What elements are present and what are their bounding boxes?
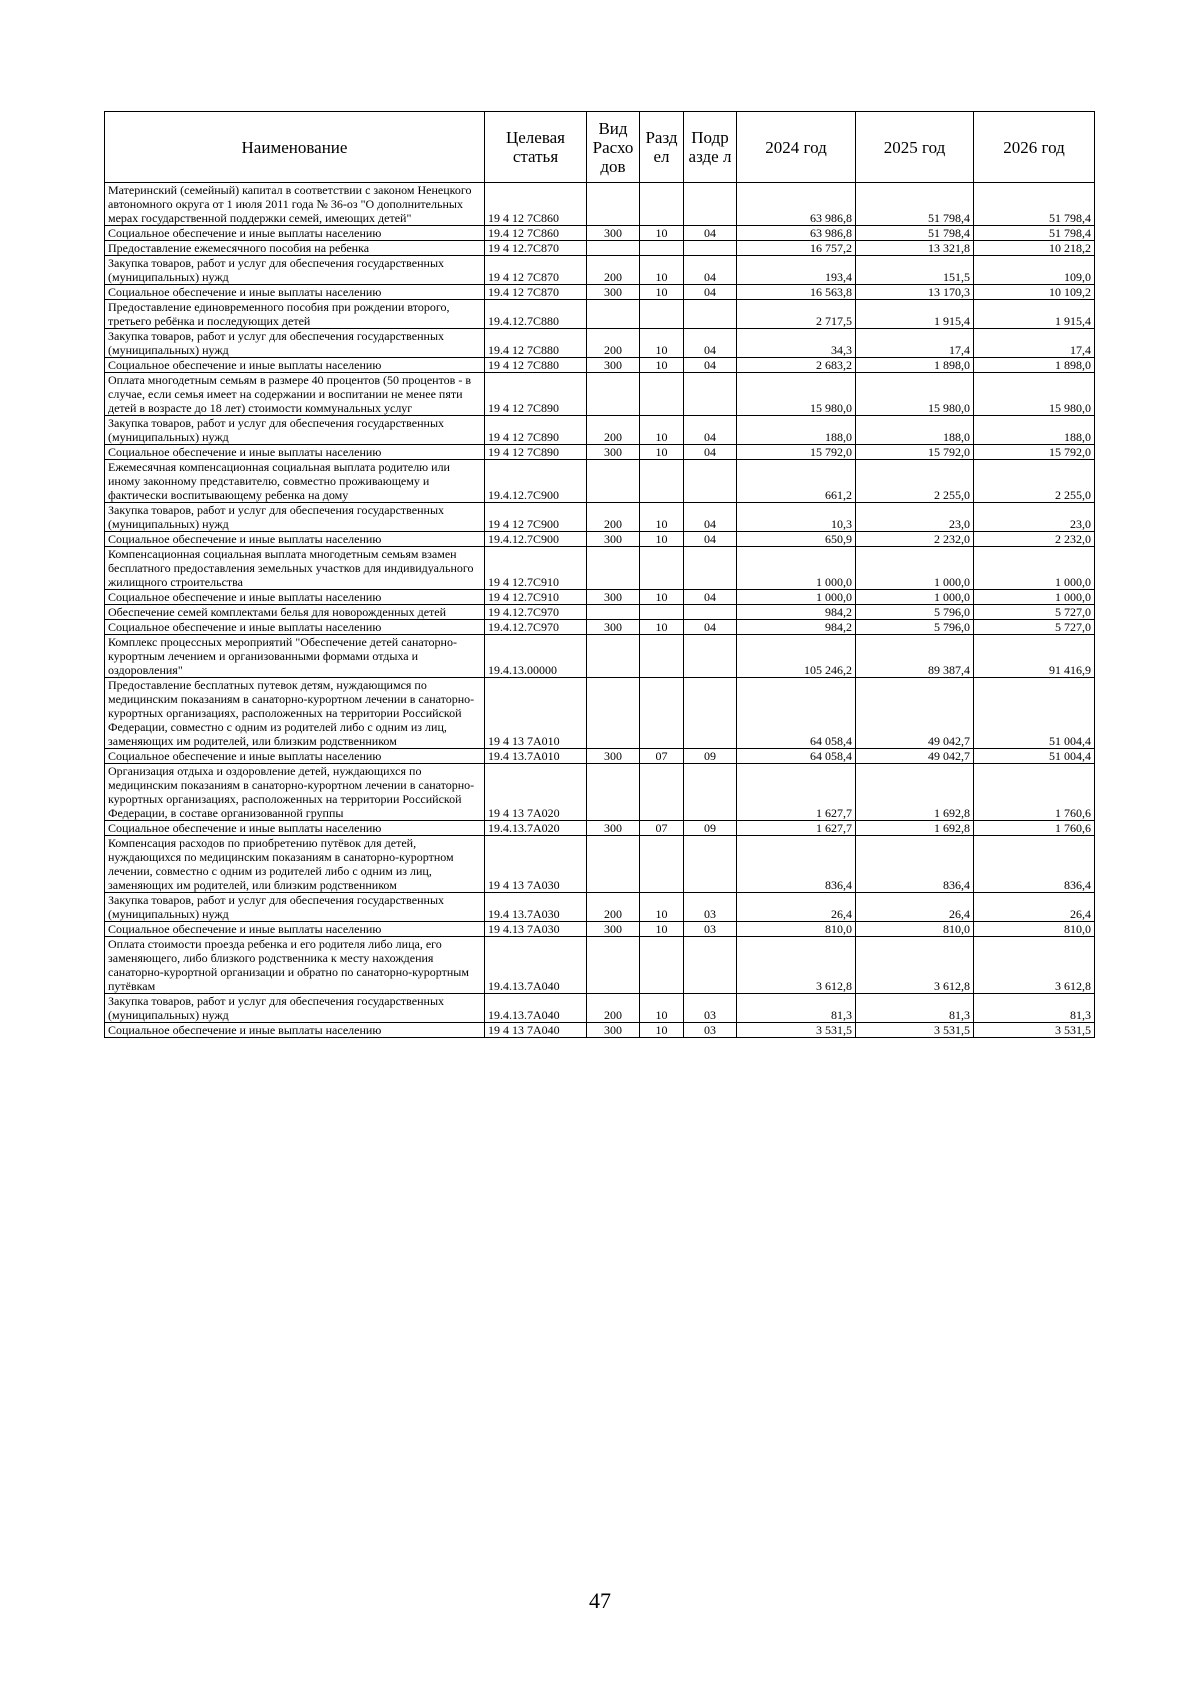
cell-section — [640, 241, 684, 256]
cell-article: 19.4.13.7А040 — [485, 937, 587, 994]
cell-subsection: 04 — [684, 445, 737, 460]
cell-2024: 81,3 — [737, 994, 856, 1023]
cell-article: 19 4 12 7С890 — [485, 416, 587, 445]
cell-article: 19 4 12 7С890 — [485, 373, 587, 416]
cell-section: 10 — [640, 358, 684, 373]
cell-name: Социальное обеспечение и иные выплаты населению — [105, 1023, 485, 1038]
cell-expense-type: 200 — [587, 503, 640, 532]
cell-2025: 1 898,0 — [856, 358, 974, 373]
cell-name: Закупка товаров, работ и услуг для обеспечения государственных (муниципальных) нужд — [105, 503, 485, 532]
cell-name: Предоставление бесплатных путевок детям, нуждающимся по медицинским показаниям в санаторно-курортном лечении в санаторно-курортных организациях, расположенных на территории Российской Федерации, совместно с одним из родителей либо с одним из лиц, заменяющих им родителей, или близким родственником — [105, 678, 485, 749]
cell-2025: 810,0 — [856, 922, 974, 937]
cell-section: 10 — [640, 620, 684, 635]
cell-expense-type: 300 — [587, 358, 640, 373]
cell-name: Комплекс процессных мероприятий "Обеспечение детей санаторно-курортным лечением и организованными формами отдыха и оздоровления" — [105, 635, 485, 678]
cell-2024: 836,4 — [737, 836, 856, 893]
cell-2024: 1 627,7 — [737, 764, 856, 821]
header-article: Целевая статья — [485, 112, 587, 183]
cell-2025: 49 042,7 — [856, 749, 974, 764]
cell-name: Закупка товаров, работ и услуг для обеспечения государственных (муниципальных) нужд — [105, 416, 485, 445]
cell-section: 10 — [640, 922, 684, 937]
cell-2024: 3 612,8 — [737, 937, 856, 994]
cell-article: 19 4 12 7С870 — [485, 256, 587, 285]
cell-name: Компенсационная социальная выплата многодетным семьям взамен бесплатного предоставления земельных участков для индивидуального жилищного строительства — [105, 547, 485, 590]
header-expense-type: Вид Расхо дов — [587, 112, 640, 183]
cell-subsection: 04 — [684, 590, 737, 605]
cell-subsection: 03 — [684, 922, 737, 937]
table-row — [105, 503, 1095, 532]
page-number: 47 — [589, 1588, 611, 1613]
cell-name: Социальное обеспечение и иные выплаты населению — [105, 445, 485, 460]
cell-name: Организация отдыха и оздоровление детей, нуждающихся по медицинским показаниям в санаторно-курортном лечении в санаторно-курортных организациях, расположенных на территории Российской Федерации, в составе организованной группы — [105, 764, 485, 821]
table-row — [105, 445, 1095, 460]
table-row — [105, 836, 1095, 893]
cell-2024: 188,0 — [737, 416, 856, 445]
cell-section: 10 — [640, 590, 684, 605]
cell-2024: 1 000,0 — [737, 547, 856, 590]
cell-2024: 193,4 — [737, 256, 856, 285]
cell-2024: 2 683,2 — [737, 358, 856, 373]
cell-expense-type — [587, 300, 640, 329]
cell-article: 19.4.13.7А020 — [485, 821, 587, 836]
table-row — [105, 764, 1095, 821]
cell-2024: 810,0 — [737, 922, 856, 937]
table-row — [105, 358, 1095, 373]
cell-2024: 661,2 — [737, 460, 856, 503]
cell-subsection: 04 — [684, 256, 737, 285]
cell-name: Социальное обеспечение и иные выплаты населению — [105, 749, 485, 764]
cell-2024: 63 986,8 — [737, 183, 856, 226]
cell-subsection — [684, 836, 737, 893]
cell-2026: 2 255,0 — [974, 460, 1095, 503]
cell-subsection: 04 — [684, 285, 737, 300]
cell-expense-type: 300 — [587, 922, 640, 937]
cell-2025: 1 692,8 — [856, 821, 974, 836]
cell-article: 19 4 13 7А010 — [485, 678, 587, 749]
cell-2024: 64 058,4 — [737, 678, 856, 749]
cell-section: 10 — [640, 994, 684, 1023]
cell-article: 19 4 12 7С880 — [485, 358, 587, 373]
cell-2026: 51 798,4 — [974, 183, 1095, 226]
cell-name: Предоставление единовременного пособия при рождении второго, третьего ребёнка и последующих детей — [105, 300, 485, 329]
cell-expense-type — [587, 241, 640, 256]
table-body — [105, 183, 1095, 1038]
header-2026: 2026 год — [974, 112, 1095, 183]
cell-2026: 15 980,0 — [974, 373, 1095, 416]
cell-section: 10 — [640, 226, 684, 241]
cell-2024: 650,9 — [737, 532, 856, 547]
cell-2024: 63 986,8 — [737, 226, 856, 241]
cell-article: 19 4.13 7А030 — [485, 922, 587, 937]
cell-2026: 5 727,0 — [974, 605, 1095, 620]
table-row — [105, 749, 1095, 764]
cell-article: 19 4 12 7С890 — [485, 445, 587, 460]
cell-article: 19.4 12 7С860 — [485, 226, 587, 241]
cell-2025: 151,5 — [856, 256, 974, 285]
cell-2025: 5 796,0 — [856, 605, 974, 620]
cell-2026: 91 416,9 — [974, 635, 1095, 678]
cell-subsection — [684, 241, 737, 256]
cell-name: Социальное обеспечение и иные выплаты населению — [105, 532, 485, 547]
table-row — [105, 300, 1095, 329]
cell-2025: 13 170,3 — [856, 285, 974, 300]
cell-2025: 836,4 — [856, 836, 974, 893]
cell-2024: 15 792,0 — [737, 445, 856, 460]
table-row — [105, 241, 1095, 256]
cell-name: Социальное обеспечение и иные выплаты населению — [105, 620, 485, 635]
cell-2026: 81,3 — [974, 994, 1095, 1023]
cell-section: 10 — [640, 329, 684, 358]
cell-2025: 51 798,4 — [856, 226, 974, 241]
table-row — [105, 329, 1095, 358]
table-row — [105, 994, 1095, 1023]
cell-2025: 89 387,4 — [856, 635, 974, 678]
cell-2025: 15 980,0 — [856, 373, 974, 416]
cell-2024: 984,2 — [737, 620, 856, 635]
cell-expense-type: 200 — [587, 994, 640, 1023]
cell-section: 10 — [640, 532, 684, 547]
cell-article: 19.4.12.7С970 — [485, 620, 587, 635]
header-2024: 2024 год — [737, 112, 856, 183]
cell-expense-type — [587, 678, 640, 749]
cell-name: Закупка товаров, работ и услуг для обеспечения государственных (муниципальных) нужд — [105, 893, 485, 922]
cell-article: 19.4.12.7С900 — [485, 532, 587, 547]
table-row — [105, 226, 1095, 241]
cell-section — [640, 764, 684, 821]
cell-article: 19.4 12 7С870 — [485, 285, 587, 300]
cell-section: 10 — [640, 285, 684, 300]
header-name: Наименование — [105, 112, 485, 183]
cell-name: Оплата стоимости проезда ребенка и его родителя либо лица, его заменяющего, либо близкого родственника к месту нахождения санаторно-курортной организации и обратно по санаторно-курортным путёвкам — [105, 937, 485, 994]
cell-section — [640, 836, 684, 893]
cell-subsection: 09 — [684, 749, 737, 764]
cell-subsection — [684, 937, 737, 994]
cell-2025: 1 000,0 — [856, 547, 974, 590]
cell-subsection: 04 — [684, 503, 737, 532]
table-row — [105, 285, 1095, 300]
table-row — [105, 937, 1095, 994]
table-row — [105, 460, 1095, 503]
table-row — [105, 678, 1095, 749]
cell-2026: 26,4 — [974, 893, 1095, 922]
cell-expense-type — [587, 373, 640, 416]
cell-expense-type: 300 — [587, 285, 640, 300]
cell-2026: 10 109,2 — [974, 285, 1095, 300]
cell-article: 19 4 12.7С910 — [485, 590, 587, 605]
cell-subsection: 09 — [684, 821, 737, 836]
cell-subsection — [684, 547, 737, 590]
table-row — [105, 893, 1095, 922]
cell-article: 19.4.13.00000 — [485, 635, 587, 678]
cell-name: Социальное обеспечение и иные выплаты населению — [105, 821, 485, 836]
cell-subsection — [684, 635, 737, 678]
cell-subsection: 03 — [684, 893, 737, 922]
cell-section: 07 — [640, 749, 684, 764]
cell-section — [640, 300, 684, 329]
cell-2026: 51 004,4 — [974, 749, 1095, 764]
cell-subsection: 04 — [684, 358, 737, 373]
cell-2024: 10,3 — [737, 503, 856, 532]
cell-name: Оплата многодетным семьям в размере 40 процентов (50 процентов - в случае, если семья имеет на содержании и воспитании не менее пяти детей в возрасте до 18 лет) стоимости коммунальных услуг — [105, 373, 485, 416]
cell-2025: 1 915,4 — [856, 300, 974, 329]
cell-2025: 3 531,5 — [856, 1023, 974, 1038]
cell-name: Социальное обеспечение и иные выплаты населению — [105, 922, 485, 937]
table-row — [105, 416, 1095, 445]
cell-2026: 23,0 — [974, 503, 1095, 532]
cell-subsection: 04 — [684, 416, 737, 445]
cell-2024: 984,2 — [737, 605, 856, 620]
cell-section — [640, 460, 684, 503]
cell-2024: 15 980,0 — [737, 373, 856, 416]
table-row — [105, 1023, 1095, 1038]
cell-2026: 3 612,8 — [974, 937, 1095, 994]
cell-expense-type: 300 — [587, 620, 640, 635]
cell-2024: 64 058,4 — [737, 749, 856, 764]
cell-section: 10 — [640, 503, 684, 532]
cell-subsection — [684, 300, 737, 329]
cell-2025: 26,4 — [856, 893, 974, 922]
cell-name: Предоставление ежемесячного пособия на ребенка — [105, 241, 485, 256]
cell-2026: 5 727,0 — [974, 620, 1095, 635]
cell-expense-type: 300 — [587, 749, 640, 764]
cell-article: 19 4.12.7С970 — [485, 605, 587, 620]
cell-article: 19 4 13 7А030 — [485, 836, 587, 893]
cell-section: 10 — [640, 1023, 684, 1038]
cell-2026: 51 798,4 — [974, 226, 1095, 241]
cell-2024: 26,4 — [737, 893, 856, 922]
cell-section — [640, 937, 684, 994]
cell-article: 19.4.12.7С880 — [485, 300, 587, 329]
table-row — [105, 922, 1095, 937]
cell-2024: 3 531,5 — [737, 1023, 856, 1038]
cell-section — [640, 547, 684, 590]
cell-2024: 34,3 — [737, 329, 856, 358]
cell-name: Социальное обеспечение и иные выплаты населению — [105, 226, 485, 241]
cell-name: Компенсация расходов по приобретению путёвок для детей, нуждающихся по медицинским показаниям в санаторно-курортном лечении, совместно с одним из родителей либо с одним из лиц, заменяющих им родителей, или близким родственником — [105, 836, 485, 893]
cell-2024: 16 563,8 — [737, 285, 856, 300]
cell-subsection: 04 — [684, 329, 737, 358]
cell-section — [640, 373, 684, 416]
cell-subsection — [684, 605, 737, 620]
cell-subsection — [684, 678, 737, 749]
cell-name: Закупка товаров, работ и услуг для обеспечения государственных (муниципальных) нужд — [105, 329, 485, 358]
cell-name: Закупка товаров, работ и услуг для обеспечения государственных (муниципальных) нужд — [105, 256, 485, 285]
cell-article: 19 4 12.7С870 — [485, 241, 587, 256]
cell-2024: 1 000,0 — [737, 590, 856, 605]
cell-2024: 1 627,7 — [737, 821, 856, 836]
cell-2025: 17,4 — [856, 329, 974, 358]
table-row — [105, 532, 1095, 547]
cell-name: Социальное обеспечение и иные выплаты населению — [105, 285, 485, 300]
cell-expense-type — [587, 764, 640, 821]
cell-expense-type — [587, 547, 640, 590]
cell-article: 19.4.12.7С900 — [485, 460, 587, 503]
cell-2026: 3 531,5 — [974, 1023, 1095, 1038]
cell-expense-type — [587, 937, 640, 994]
cell-2026: 1 000,0 — [974, 590, 1095, 605]
cell-2024: 16 757,2 — [737, 241, 856, 256]
cell-section: 10 — [640, 445, 684, 460]
cell-2025: 3 612,8 — [856, 937, 974, 994]
cell-article: 19.4 13.7А010 — [485, 749, 587, 764]
cell-subsection — [684, 764, 737, 821]
cell-2026: 109,0 — [974, 256, 1095, 285]
cell-expense-type — [587, 635, 640, 678]
table-row — [105, 256, 1095, 285]
cell-2026: 1 898,0 — [974, 358, 1095, 373]
header-2025: 2025 год — [856, 112, 974, 183]
cell-section — [640, 183, 684, 226]
cell-article: 19 4 13 7А020 — [485, 764, 587, 821]
cell-subsection — [684, 183, 737, 226]
cell-expense-type — [587, 836, 640, 893]
cell-section — [640, 678, 684, 749]
table-header-row — [105, 112, 1095, 183]
cell-expense-type — [587, 460, 640, 503]
table-row — [105, 547, 1095, 590]
cell-2026: 2 232,0 — [974, 532, 1095, 547]
cell-section: 10 — [640, 416, 684, 445]
header-subsection: Подр азде л — [684, 112, 737, 183]
cell-section — [640, 635, 684, 678]
cell-2025: 81,3 — [856, 994, 974, 1023]
cell-2026: 10 218,2 — [974, 241, 1095, 256]
cell-2025: 23,0 — [856, 503, 974, 532]
cell-subsection: 04 — [684, 226, 737, 241]
cell-2025: 1 000,0 — [856, 590, 974, 605]
cell-article: 19.4 13.7А030 — [485, 893, 587, 922]
cell-2026: 836,4 — [974, 836, 1095, 893]
cell-name: Ежемесячная компенсационная социальная выплата родителю или иному законному представителю, совместно проживающему и фактически воспитывающему ребенка на дому — [105, 460, 485, 503]
cell-subsection — [684, 373, 737, 416]
cell-expense-type: 200 — [587, 329, 640, 358]
cell-subsection: 04 — [684, 620, 737, 635]
cell-subsection: 03 — [684, 994, 737, 1023]
cell-expense-type: 300 — [587, 590, 640, 605]
table-row — [105, 373, 1095, 416]
cell-2024: 105 246,2 — [737, 635, 856, 678]
cell-2025: 51 798,4 — [856, 183, 974, 226]
cell-expense-type — [587, 183, 640, 226]
cell-expense-type: 300 — [587, 226, 640, 241]
cell-2025: 49 042,7 — [856, 678, 974, 749]
header-section: Разд ел — [640, 112, 684, 183]
cell-2026: 1 915,4 — [974, 300, 1095, 329]
cell-2026: 1 760,6 — [974, 821, 1095, 836]
cell-2025: 188,0 — [856, 416, 974, 445]
cell-article: 19.4 12 7С880 — [485, 329, 587, 358]
cell-2026: 51 004,4 — [974, 678, 1095, 749]
cell-article: 19 4 13 7А040 — [485, 1023, 587, 1038]
cell-2025: 5 796,0 — [856, 620, 974, 635]
cell-section: 10 — [640, 893, 684, 922]
cell-expense-type: 200 — [587, 893, 640, 922]
cell-2026: 1 760,6 — [974, 764, 1095, 821]
cell-article: 19 4 12 7С860 — [485, 183, 587, 226]
table-row — [105, 635, 1095, 678]
table-row — [105, 821, 1095, 836]
cell-expense-type: 300 — [587, 445, 640, 460]
cell-expense-type: 200 — [587, 256, 640, 285]
cell-name: Социальное обеспечение и иные выплаты населению — [105, 590, 485, 605]
cell-2026: 15 792,0 — [974, 445, 1095, 460]
cell-name: Материнский (семейный) капитал в соответствии с законом Ненецкого автономного округа от 1 июля 2011 года № 36-оз "О дополнительных мерах государственной поддержки семей, имеющих детей" — [105, 183, 485, 226]
cell-expense-type: 300 — [587, 1023, 640, 1038]
cell-2026: 188,0 — [974, 416, 1095, 445]
cell-expense-type: 300 — [587, 821, 640, 836]
cell-2026: 810,0 — [974, 922, 1095, 937]
table-row — [105, 183, 1095, 226]
cell-2026: 17,4 — [974, 329, 1095, 358]
cell-expense-type: 200 — [587, 416, 640, 445]
cell-subsection — [684, 460, 737, 503]
cell-2025: 1 692,8 — [856, 764, 974, 821]
cell-article: 19.4.13.7А040 — [485, 994, 587, 1023]
cell-article: 19 4 12 7С900 — [485, 503, 587, 532]
cell-2025: 13 321,8 — [856, 241, 974, 256]
cell-2025: 2 232,0 — [856, 532, 974, 547]
cell-2025: 2 255,0 — [856, 460, 974, 503]
table-row — [105, 605, 1095, 620]
cell-2026: 1 000,0 — [974, 547, 1095, 590]
cell-subsection: 04 — [684, 532, 737, 547]
cell-2025: 15 792,0 — [856, 445, 974, 460]
cell-section: 07 — [640, 821, 684, 836]
table-row — [105, 620, 1095, 635]
cell-section: 10 — [640, 256, 684, 285]
cell-name: Обеспечение семей комплектами белья для новорожденных детей — [105, 605, 485, 620]
cell-name: Социальное обеспечение и иные выплаты населению — [105, 358, 485, 373]
cell-expense-type — [587, 605, 640, 620]
cell-expense-type: 300 — [587, 532, 640, 547]
cell-subsection: 03 — [684, 1023, 737, 1038]
budget-table — [104, 111, 1095, 1038]
cell-2024: 2 717,5 — [737, 300, 856, 329]
cell-section — [640, 605, 684, 620]
cell-article: 19 4 12.7С910 — [485, 547, 587, 590]
cell-name: Закупка товаров, работ и услуг для обеспечения государственных (муниципальных) нужд — [105, 994, 485, 1023]
table-row — [105, 590, 1095, 605]
